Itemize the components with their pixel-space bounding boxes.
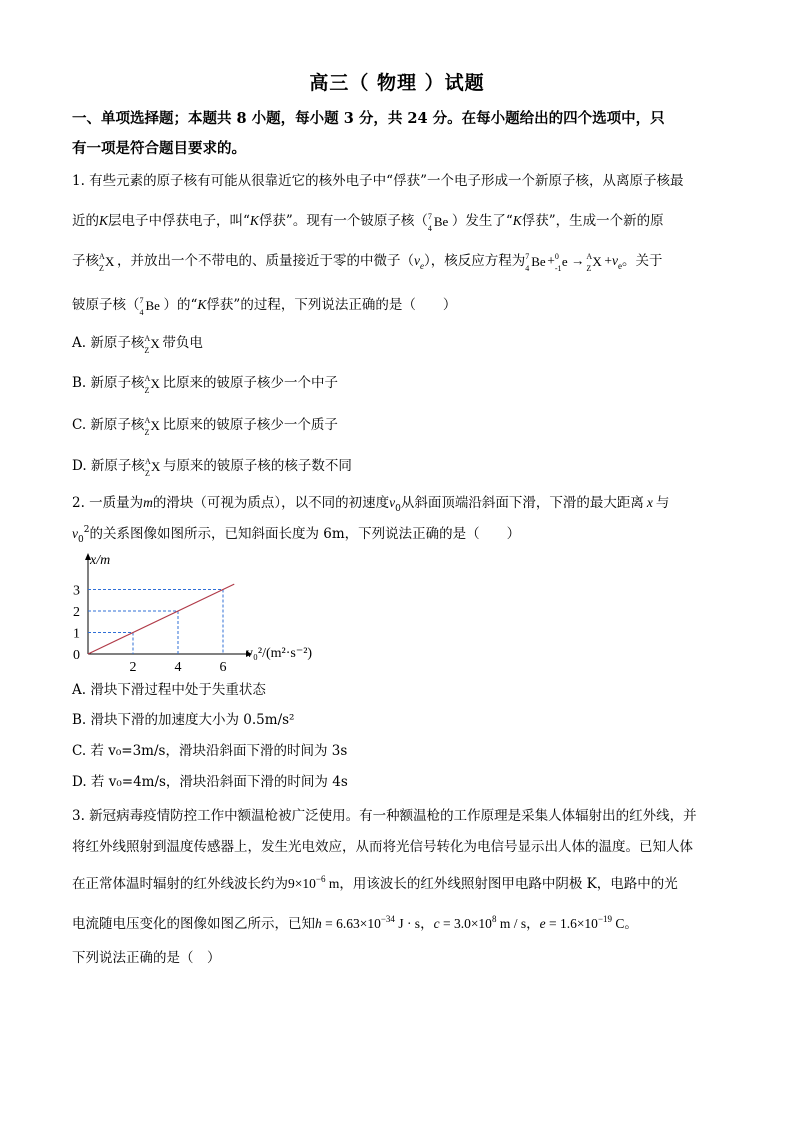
q1-text: ）的“	[163, 297, 198, 313]
q1-option-a[interactable]: A. 新原子核 A Z X 带负电	[72, 334, 203, 355]
q2-option-d[interactable]: D. 若 v₀=4m/s，滑块沿斜面下滑的时间为 4s	[72, 774, 348, 790]
be-nuclide: 7 4 Be	[427, 212, 449, 233]
q1-option-b[interactable]: B. 新原子核 A Z X 比原来的铍原子核少一个中子	[72, 374, 339, 395]
q1-line1: 1. 有些元素的原子核有可能从很靠近它的核外电子中“俘获”一个电子形成一个新原子核，从离原子核最	[72, 173, 684, 189]
q1-option-d[interactable]: D. 新原子核 A Z X 与原来的铍原子核的核子数不同	[72, 457, 352, 478]
q1-line3	[72, 250, 663, 273]
section-heading	[72, 104, 722, 164]
x-vs-v0squared-chart	[68, 548, 338, 673]
section-heading-line1: 一、单项选择题；本题共 8 小题，每小题 3 分，共 24 分。在每小题给出的四个选项中，只	[72, 110, 665, 127]
q1-line2	[72, 210, 664, 232]
data-line	[88, 584, 234, 654]
q1-k-symbol: K	[512, 213, 522, 228]
y-tick-label: 2	[73, 605, 80, 620]
q2-option-a[interactable]: A. 滑块下滑过程中处于失重状态	[72, 682, 266, 698]
x-tick-label: 2	[129, 660, 137, 673]
section-heading-line2: 有一项是符合题目要求的。	[72, 140, 246, 157]
q2-option-b[interactable]: B. 滑块下滑的加速度大小为 0.5m/s²	[72, 712, 295, 728]
q2-option-c[interactable]: C. 若 v₀=3m/s，滑块沿斜面下滑的时间为 3s	[72, 743, 348, 759]
nuclear-equation: 7 4 Be + 0 -1 e → A Z X $+\nu_e$	[525, 252, 622, 273]
q2-line1: 2. 一质量为m的滑块（可视为质点），以不同的初速度$v_0$从斜面顶端沿斜面下滑，下滑的最大距离 x 与	[72, 495, 670, 514]
q3-line3: 在正常体温时辐射的红外线波长约为$9\times 10^{-6}$ m，用该波长的红外线照射图甲电路中阴极 K，电路中的光	[72, 874, 678, 892]
q1-k-symbol: K	[249, 213, 259, 228]
q1-k-symbol: K	[99, 213, 109, 228]
x-axis-label: v₀²/(m²·s⁻²)	[246, 646, 313, 661]
q1-text: 俘获”的过程，下列说法正确的是（ ）	[206, 297, 457, 313]
q1-text: 层电子中俘获电子，叫“	[108, 213, 250, 229]
x-nuclide: A Z X	[99, 252, 115, 273]
q1-text: 子核	[72, 253, 99, 269]
y-tick-label: 1	[73, 626, 80, 642]
x-tick-label: 6	[219, 660, 227, 673]
q1-text: 。关于	[622, 253, 663, 269]
y-tick-label: 3	[73, 583, 80, 599]
q1-line4	[72, 294, 456, 316]
q1-text: 铍原子核（	[72, 297, 140, 313]
q1-text: ），核反应方程为	[424, 253, 526, 269]
q1-text: 近的	[72, 213, 99, 229]
page-title: 高三（ 物理 ）试题	[309, 72, 485, 94]
origin-label: 0	[73, 648, 80, 663]
q2-line2: $v_0^2$的关系图像如图所示，已知斜面长度为 6m，下列说法正确的是（ ）	[72, 525, 521, 545]
q3-line2: 将红外线照射到温度传感器上，发生光电效应，从而将光信号转化为电信号显示出人体的温度。已知人体	[72, 839, 693, 855]
q1-text: ）发生了“	[451, 213, 513, 229]
q1-k-symbol: K	[197, 297, 207, 312]
q1-text: 俘获”。现有一个铍原子核（	[258, 213, 428, 229]
q3-line1: 3. 新冠病毒疫情防控工作中额温枪被广泛使用。有一种额温枪的工作原理是采集人体辐射出的红外线，并	[72, 808, 697, 824]
q1-text: ，并放出一个不带电的、质量接近于零的中微子（	[117, 253, 414, 269]
q1-option-c[interactable]: C. 新原子核 A Z X 比原来的铍原子核少一个质子	[72, 416, 338, 437]
q3-line5: 下列说法正确的是（ ）	[72, 950, 221, 966]
y-axis-label: x/m	[90, 553, 111, 568]
q3-line4: 电流随电压变化的图像如图乙所示，已知$h = 6.63\times 10^{-34}$ J · s，$c = 3.0\times 10^8$ m / s，$e = 1.6\times 10^{-19}$ C。	[72, 914, 638, 932]
x-tick-label: 4	[174, 660, 182, 673]
neutrino-symbol: $\nu_e$	[414, 253, 424, 271]
be-nuclide: 7 4 Be	[139, 296, 160, 317]
q1-text: 俘获”，生成一个新的原	[521, 213, 664, 229]
